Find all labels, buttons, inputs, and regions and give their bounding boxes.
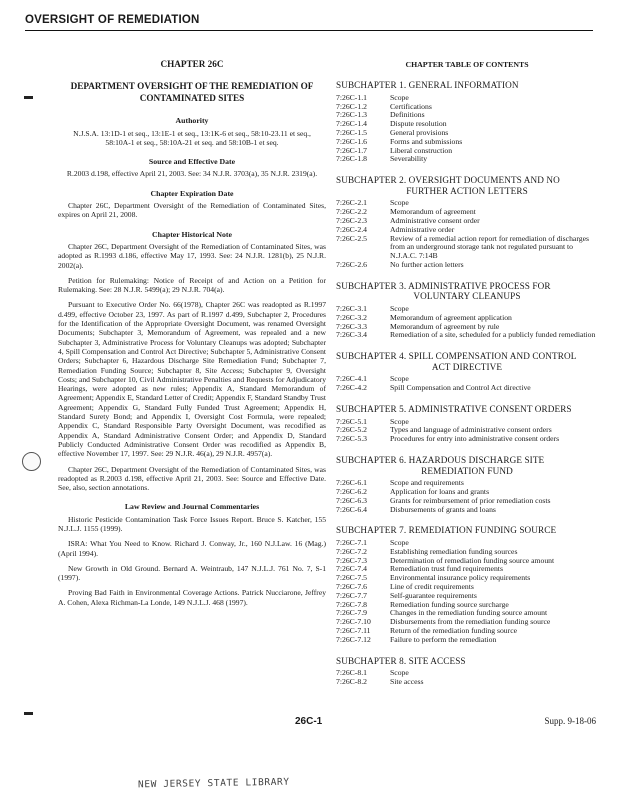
section-number: 7:26C-3.4 — [336, 330, 367, 340]
section-title: Scope — [390, 668, 409, 678]
history-heading: Chapter Historical Note — [152, 229, 232, 239]
law-review-item: Historic Pesticide Contamination Task Force Issues Report. Bruce S. Katcher, 155 N.J.L.J. 1155 (1999). — [58, 514, 326, 533]
toc-entry — [336, 138, 598, 147]
subchapter-heading — [336, 281, 598, 302]
running-head: OVERSIGHT OF REMEDIATION — [25, 14, 200, 26]
section-title: Administrative order — [390, 224, 455, 234]
section-title: Application for loans and grants — [390, 486, 490, 496]
section-title: Forms and submissions — [390, 136, 463, 146]
section-number: 7:26C-1.7 — [336, 145, 367, 155]
subchapter-heading — [336, 656, 598, 667]
history-paragraph: Petition for Rulemaking: Notice of Receipt of and Action on a Petition for Rulemaking. See: 28 N.J.R. 5499(a); 29 N.J.R. 704(a). — [58, 275, 326, 295]
subchapter-block — [336, 656, 598, 687]
section-number: 7:26C-5.3 — [336, 434, 367, 444]
subchapter-title: SUBCHAPTER 2. OVERSIGHT DOCUMENTS AND NO — [336, 175, 560, 186]
section-number: 7:26C-4.1 — [336, 374, 367, 384]
subchapter-title-continued: FURTHER ACTION LETTERS — [406, 185, 528, 196]
history-paragraph: Pursuant to Executive Order No. 66(1978), Chapter 26C was readopted as R.1997 d.499, effective October 23, 1997. As part of R.1997 d.499, Subchapter 2, Procedures for the Identification of the Appropriate Oversight Document, was renamed Oversight Documents; Subchapter 3, Memorandum of Agreement, was repealed and a new Subchapter 3, Administrative Process for Voluntary Cleanups was adopted; Subchapter 4, Spill Compensation and Control Act Directive; Subchapter 5, Administrative Consent Orders; Subchapter 6, Hazardous Discharge Site Remediation Fund; Subchapter 7, Remediation Funding Source; Subchapter 8, Site Access; Subchapter 9, Oversight Costs; and Subchapter 10, Civil Administrative Penalties and Requests for Adjudicatory Hearings, were adopted as new rules; Appendix A, Standard Memorandum of Agreement; Appendix E, Standard Letter of Credit; Appendix F, Standard Standby Trust Agreement; Appendix G, Standard Fully Funded Trust Agreement; Appendix H, Standard Surety Bond; and Appendix I, Oversight Cost Formula, were repealed; Appendix C, Standard Responsible Party Oversight Document, was recodified as Appendix A, Standard Administrative Consent Order; and Appendix D, Standard Publicly Conducted Administrative Consent Order was recodified as Appendix B, effective November 17, 1997. See: 29 N.J.R. 46(a), 29 N.J.R. 4957(a). — [58, 300, 326, 459]
section-title: Scope and requirements — [390, 478, 464, 488]
section-number: 7:26C-7.4 — [336, 564, 367, 574]
section-title: Remediation of a site, scheduled for a publicly funded remediation — [390, 330, 596, 340]
toc-body — [336, 80, 598, 686]
section-number: 7:26C-3.1 — [336, 304, 367, 314]
section-title: Determination of remediation funding source amount — [390, 555, 555, 565]
section-title: Memorandum of agreement application — [390, 312, 512, 322]
section-number: 7:26C-2.2 — [336, 207, 367, 217]
subchapter-title: SUBCHAPTER 3. ADMINISTRATIVE PROCESS FOR — [336, 280, 551, 291]
subchapter-heading — [336, 404, 598, 415]
section-title: Scope — [390, 374, 409, 384]
section-number: 7:26C-7.6 — [336, 581, 367, 591]
section-number: 7:26C-7.5 — [336, 573, 367, 583]
section-number: 7:26C-7.3 — [336, 555, 367, 565]
toc-entry — [336, 261, 598, 270]
law-review-item: Proving Bad Faith in Environmental Coverage Actions. Patrick Nucciarone, Jeffrey A. Cohen, Alexa Richman-La Londe, 149 N.J.L.J. 468 (1997). — [58, 588, 326, 607]
library-stamp: NEW JERSEY STATE LIBRARY — [137, 776, 290, 791]
section-title: Disbursements of grants and loans — [390, 504, 496, 514]
section-number: 7:26C-2.5 — [336, 233, 367, 243]
section-title: Site access — [390, 676, 424, 686]
subchapter-title: SUBCHAPTER 4. SPILL COMPENSATION AND CONTROL — [336, 351, 577, 362]
section-number: 7:26C-7.12 — [336, 634, 371, 644]
subchapter-block — [336, 404, 598, 444]
toc-entry — [336, 217, 598, 226]
expiration-heading: Chapter Expiration Date — [150, 188, 234, 198]
section-number: 7:26C-1.3 — [336, 110, 367, 120]
section-number: 7:26C-4.2 — [336, 383, 367, 393]
section-number: 7:26C-2.4 — [336, 224, 367, 234]
toc-title: CHAPTER TABLE OF CONTENTS — [405, 60, 529, 69]
section-number: 7:26C-7.1 — [336, 537, 367, 547]
section-title: Establishing remediation funding sources — [390, 546, 518, 556]
margin-mark — [24, 96, 33, 99]
section-number: 7:26C-1.2 — [336, 101, 367, 111]
subchapter-title-continued: REMEDIATION FUND — [421, 465, 513, 476]
subchapter-title: SUBCHAPTER 1. GENERAL INFORMATION — [336, 80, 519, 91]
section-number: 7:26C-1.4 — [336, 119, 367, 129]
toc-entry — [336, 506, 598, 515]
section-number: 7:26C-8.1 — [336, 668, 367, 678]
section-number: 7:26C-6.2 — [336, 486, 367, 496]
subchapter-block — [336, 281, 598, 340]
section-number: 7:26C-7.2 — [336, 546, 367, 556]
section-title: Dispute resolution — [390, 119, 447, 129]
history-paragraph: Chapter 26C, Department Oversight of the Remediation of Contaminated Sites, was adopted as R.1993 d.186, effective May 17, 1993. See: 24 N.J.R. 1281(b), 25 N.J.R. 2002(a). — [58, 241, 326, 270]
expiration-text: Chapter 26C, Department Oversight of the Remediation of Contaminated Sites, expires on April 21, 2008. — [58, 201, 326, 220]
section-number: 7:26C-1.5 — [336, 128, 367, 138]
section-number: 7:26C-2.3 — [336, 216, 367, 226]
punch-hole — [22, 452, 41, 471]
authority-text: N.J.S.A. 13:1D-1 et seq., 13:1E-1 et seq., 13:1K-6 et seq., 58:10-23.11 et seq., 58:10A-1 et seq., 58:10A-21 et seq. and 58:10B-1 et seq. — [73, 128, 311, 147]
source-heading: Source and Effective Date — [148, 157, 236, 167]
section-title: Memorandum of agreement — [390, 207, 476, 217]
section-title: Return of the remediation funding source — [390, 625, 518, 635]
source-text: R.2003 d.198, effective April 21, 2003. See: 34 N.J.R. 3703(a), 35 N.J.R. 2319(a). — [66, 169, 318, 179]
header-rule — [25, 30, 593, 31]
section-title: Remediation funding source surcharge — [390, 599, 509, 609]
section-number: 7:26C-7.7 — [336, 590, 367, 600]
subchapter-title: SUBCHAPTER 5. ADMINISTRATIVE CONSENT ORDERS — [336, 403, 572, 414]
section-title: Line of credit requirements — [390, 581, 474, 591]
section-title: Severability — [390, 154, 428, 164]
section-title: Liberal construction — [390, 145, 453, 155]
section-number: 7:26C-7.9 — [336, 608, 367, 618]
left-column — [58, 58, 326, 613]
section-number: 7:26C-3.3 — [336, 321, 367, 331]
supplement-date: Supp. 9-18-06 — [544, 716, 596, 726]
section-number: 7:26C-1.8 — [336, 154, 367, 164]
section-number: 7:26C-7.10 — [336, 617, 371, 627]
page-number: 26C-1 — [295, 716, 323, 727]
section-title: Environmental insurance policy requirements — [390, 573, 531, 583]
subchapter-title-continued: ACT DIRECTIVE — [431, 361, 503, 372]
toc-entry — [336, 155, 598, 164]
toc-entry — [336, 384, 598, 393]
toc-entry — [336, 129, 598, 138]
toc-entry — [336, 94, 598, 103]
subchapter-block — [336, 175, 598, 270]
section-title: Changes in the remediation funding source amount — [390, 608, 548, 618]
section-title: No further action letters — [390, 260, 464, 270]
law-review-item: ISRA: What You Need to Know. Richard J. Conway, Jr., 160 N.J.Law. 16 (Mag.) (April 1994). — [58, 539, 326, 558]
subchapter-heading — [336, 80, 598, 91]
toc-entry — [336, 235, 598, 261]
chapter-number: CHAPTER 26C — [160, 59, 224, 69]
section-title: Grants for reimbursement of prior remediation costs — [390, 495, 551, 505]
toc-entry — [336, 331, 598, 340]
section-number: 7:26C-3.2 — [336, 312, 367, 322]
subchapter-heading — [336, 455, 598, 476]
subchapter-heading — [336, 351, 598, 372]
section-title: Scope — [390, 92, 409, 102]
toc-entry — [336, 435, 598, 444]
toc-entry — [336, 636, 598, 645]
section-title: General provisions — [390, 128, 449, 138]
subchapter-block — [336, 351, 598, 393]
margin-mark — [24, 712, 33, 715]
section-number: 7:26C-2.1 — [336, 198, 367, 208]
toc-entry — [336, 147, 598, 156]
law-review-heading: Law Review and Journal Commentaries — [124, 502, 260, 512]
section-number: 7:26C-8.2 — [336, 676, 367, 686]
section-title: Disbursements from the remediation funding source — [390, 617, 551, 627]
section-number: 7:26C-6.4 — [336, 504, 367, 514]
section-title: Spill Compensation and Control Act directive — [390, 383, 531, 393]
section-number: 7:26C-6.1 — [336, 478, 367, 488]
subchapter-title: SUBCHAPTER 6. HAZARDOUS DISCHARGE SITE — [336, 454, 545, 465]
section-title: Administrative consent order — [390, 216, 480, 226]
section-title: Certifications — [390, 101, 432, 111]
subchapter-heading — [336, 525, 598, 536]
toc-entry — [336, 678, 598, 687]
section-title: Self-guarantee requirements — [390, 590, 477, 600]
subchapter-block — [336, 525, 598, 644]
section-number: 7:26C-1.6 — [336, 136, 367, 146]
section-title: Scope — [390, 304, 409, 314]
subchapter-title: SUBCHAPTER 7. REMEDIATION FUNDING SOURCE — [336, 525, 557, 536]
section-title: Scope — [390, 416, 409, 426]
section-title: Types and language of administrative consent orders — [390, 425, 552, 435]
section-number: 7:26C-7.11 — [336, 625, 371, 635]
subchapter-heading — [336, 175, 598, 196]
toc-entry — [336, 669, 598, 678]
section-title: Memorandum of agreement by rule — [390, 321, 500, 331]
chapter-title: DEPARTMENT OVERSIGHT OF THE REMEDIATION OF CONTAMINATED SITES — [70, 81, 314, 103]
section-title: Review of a remedial action report for remediation of discharges from an underground storage tank not regulated pursuant to N.J.A.C. 7:14B — [390, 233, 590, 261]
section-title: Remediation trust fund requirements — [390, 564, 503, 574]
subchapter-title-continued: VOLUNTARY CLEANUPS — [413, 291, 521, 302]
section-number: 7:26C-2.6 — [336, 260, 367, 270]
section-title: Definitions — [390, 110, 425, 120]
section-title: Procedures for entry into administrative consent orders — [390, 434, 560, 444]
section-title: Scope — [390, 198, 409, 208]
subchapter-title: SUBCHAPTER 8. SITE ACCESS — [336, 655, 466, 666]
section-title: Failure to perform the remediation — [390, 634, 497, 644]
history-paragraph: Chapter 26C, Department Oversight of the Remediation of Contaminated Sites, was readopted as R.2003 d.198, effective April 21, 2003. See: Source and Effective Date. See, also, section annotations. — [58, 464, 326, 493]
section-title: Scope — [390, 537, 409, 547]
section-number: 7:26C-1.1 — [336, 92, 367, 102]
toc-entry — [336, 103, 598, 112]
section-number: 7:26C-7.8 — [336, 599, 367, 609]
authority-heading: Authority — [175, 116, 209, 126]
section-number: 7:26C-5.2 — [336, 425, 367, 435]
toc-entry — [336, 120, 598, 129]
subchapter-block — [336, 80, 598, 164]
law-review-item: New Growth in Old Ground. Bernard A. Weintraub, 147 N.J.L.J. 761 No. 7, S-1 (1997). — [58, 563, 326, 583]
subchapter-block — [336, 455, 598, 514]
section-number: 7:26C-6.3 — [336, 495, 367, 505]
toc-entry — [336, 111, 598, 120]
section-number: 7:26C-5.1 — [336, 416, 367, 426]
table-of-contents — [336, 58, 598, 698]
